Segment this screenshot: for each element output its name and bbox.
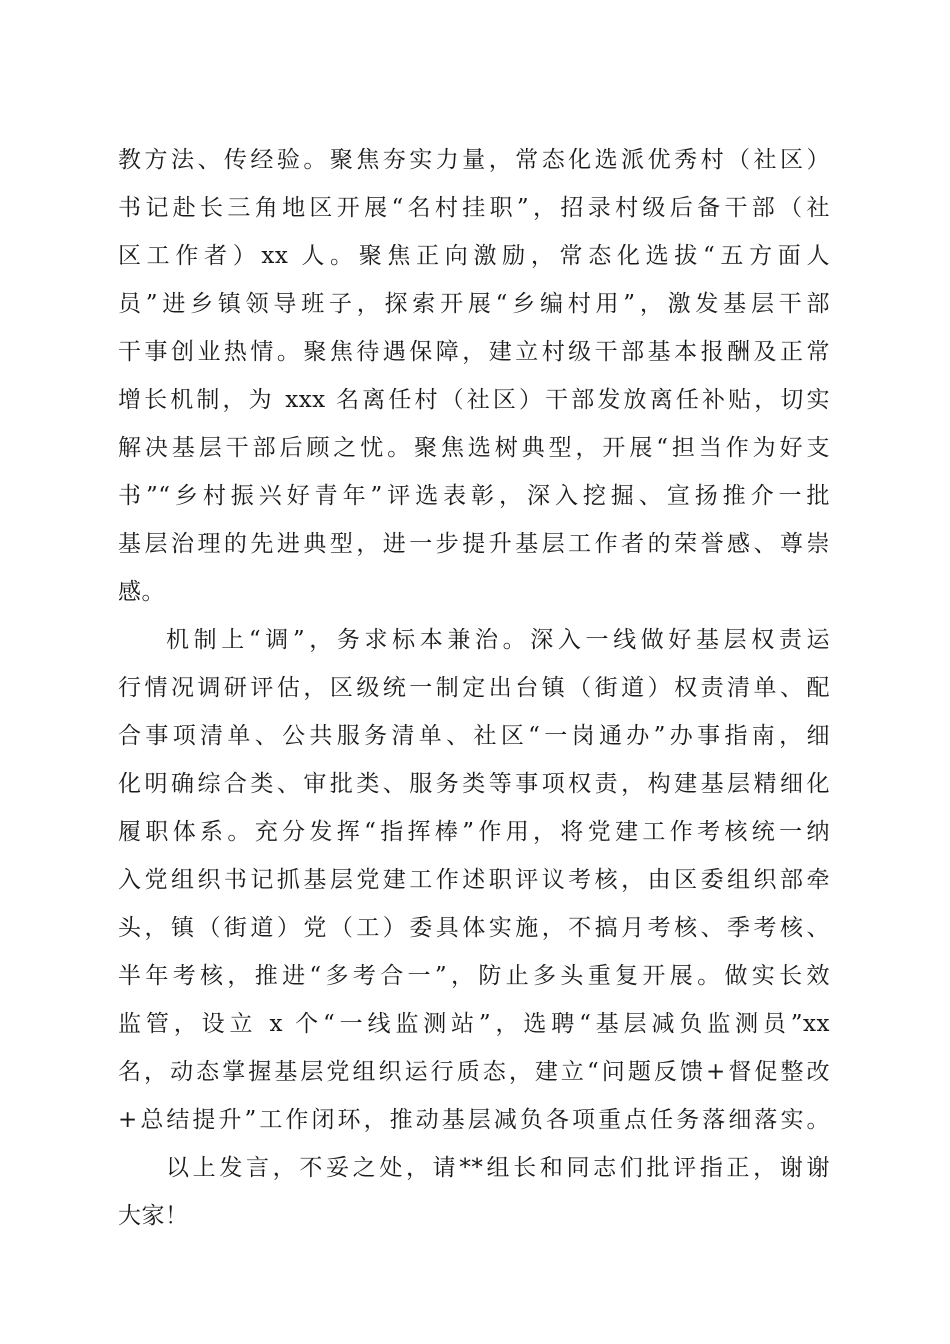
paragraph-line: 大家！ bbox=[118, 1203, 189, 1229]
paragraph-line: 员”进乡镇领导班子，探索开展“乡编村用”，激发基层干部 bbox=[118, 291, 830, 317]
paragraph-line: 基层治理的先进典型，进一步提升基层工作者的荣誉感、尊崇 bbox=[118, 531, 830, 557]
paragraph-line: 化明确综合类、审批类、服务类等事项权责，构建基层精细化 bbox=[118, 771, 830, 797]
paragraph-line: 书记赴长三角地区开展“名村挂职”，招录村级后备干部（社 bbox=[118, 195, 830, 221]
paragraph-line: 半年考核，推进“多考合一”，防止多头重复开展。做实长效 bbox=[118, 963, 830, 989]
paragraph-line: 书”“乡村振兴好青年”评选表彰，深入挖掘、宣扬推介一批 bbox=[118, 483, 830, 509]
paragraph-line: +总结提升”工作闭环，推动基层减负各项重点任务落细落实。 bbox=[118, 1107, 830, 1133]
paragraph-line: 行情况调研评估，区级统一制定出台镇（街道）权责清单、配 bbox=[118, 675, 830, 701]
paragraph-line: 解决基层干部后顾之忧。聚焦选树典型，开展“担当作为好支 bbox=[118, 435, 830, 461]
paragraph-line: 履职体系。充分发挥“指挥棒”作用，将党建工作考核统一纳 bbox=[118, 819, 830, 845]
paragraph-line: 监管，设立 x 个“一线监测站”，选聘“基层减负监测员”xx bbox=[118, 1011, 830, 1037]
paragraph-line: 合事项清单、公共服务清单、社区“一岗通办”办事指南，细 bbox=[118, 723, 830, 749]
paragraph-line: 感。 bbox=[118, 579, 165, 605]
paragraph-line: 名，动态掌握基层党组织运行质态，建立“问题反馈+督促整改 bbox=[118, 1059, 830, 1085]
paragraph-line: 干事创业热情。聚焦待遇保障，建立村级干部基本报酬及正常 bbox=[118, 339, 830, 365]
paragraph-line: 教方法、传经验。聚焦夯实力量，常态化选派优秀村（社区） bbox=[118, 147, 830, 173]
paragraph-line: 区工作者）xx 人。聚焦正向激励，常态化选拔“五方面人 bbox=[118, 243, 830, 269]
paragraph-line: 增长机制，为 xxx 名离任村（社区）干部发放离任补贴，切实 bbox=[118, 387, 830, 413]
paragraph-line: 机制上“调”，务求标本兼治。深入一线做好基层权责运 bbox=[166, 627, 830, 653]
paragraph-line: 入党组织书记抓基层党建工作述职评议考核，由区委组织部牵 bbox=[118, 867, 830, 893]
paragraph-line: 头，镇（街道）党（工）委具体实施，不搞月考核、季考核、 bbox=[118, 915, 830, 941]
paragraph-line: 以上发言，不妥之处，请**组长和同志们批评指正，谢谢 bbox=[166, 1155, 830, 1181]
